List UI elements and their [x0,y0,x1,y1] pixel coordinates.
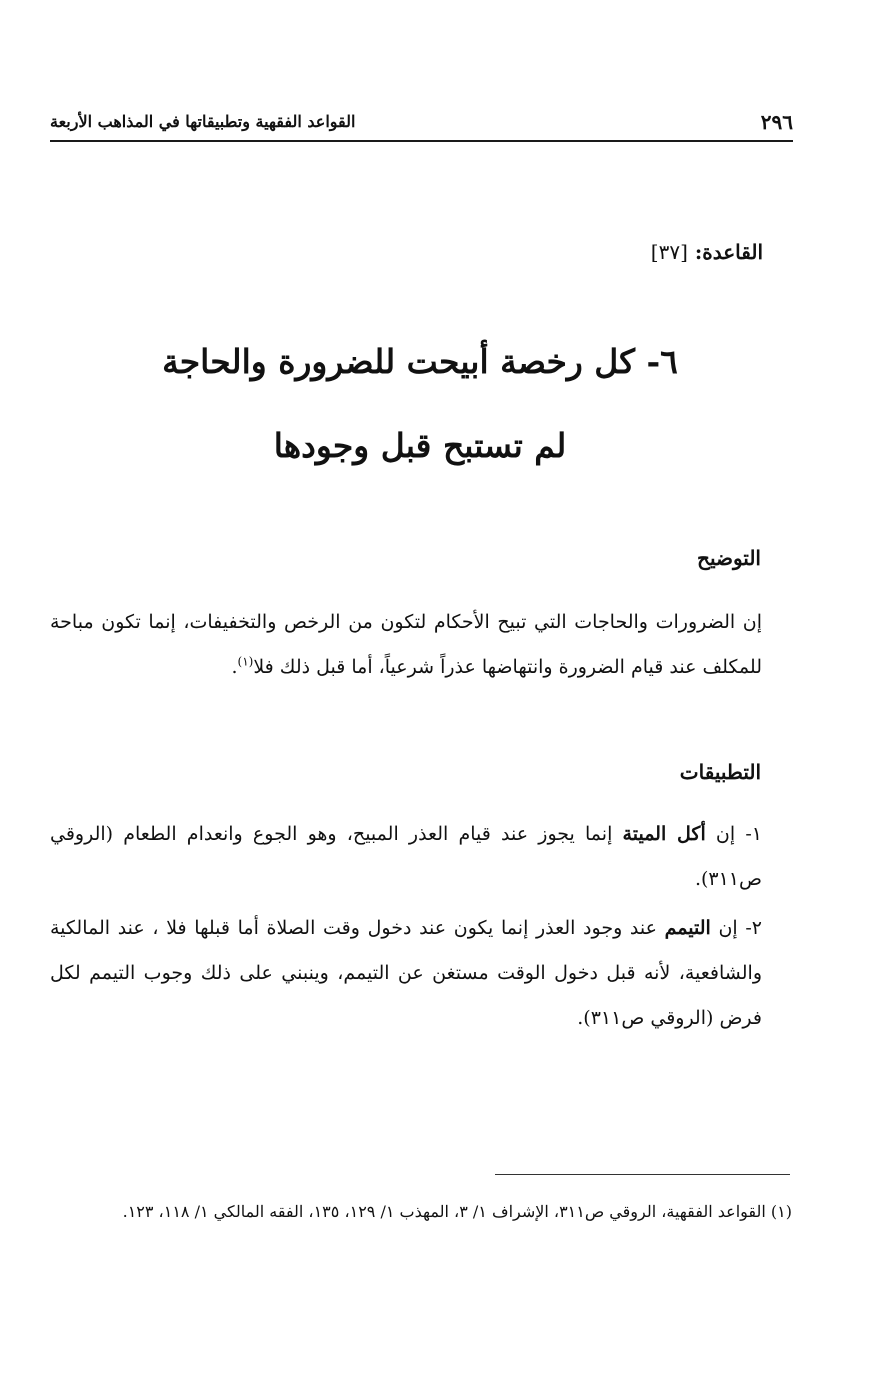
application-item-keyword: التيمم [664,917,711,939]
application-item-text: إنما يجوز عند قيام العذر المبيح، وهو الجوع وانعدام الطعام (الروقي ص٣١١). [50,823,762,890]
rule-title-line-1: ٦- كل رخصة أبيحت للضرورة والحاجة [162,342,678,381]
rule-label-text: القاعدة: [694,240,763,264]
explanation-heading: التوضيح [697,546,761,570]
running-title: القواعد الفقهية وتطبيقاتها في المذاهب الأربعة [50,112,356,131]
rule-number: [٣٧] [650,240,688,264]
rule-title-line-2: لم تستبح قبل وجودها [273,426,567,465]
footnote-reference[interactable]: (١) [237,654,254,669]
explanation-paragraph [50,600,762,690]
explanation-text: إن الضرورات والحاجات التي تبيح الأحكام لتكون من الرخص والتخفيفات، إنما تكون مباحة للمكلف عند قيام الضرورة وانتهاضها عذراً شرعياً، أما قبل ذلك فلا [50,611,762,678]
application-item-2 [50,906,762,1041]
page-header [50,108,793,142]
application-item-keyword: أكل الميتة [622,823,706,845]
footnote-separator [495,1174,790,1175]
footnote-1: (١) القواعد الفقهية، الروقي ص٣١١، الإشراف ١/ ٣، المهذب ١/ ١٢٩، ١٣٥، الفقه المالكي ١/ ١١٨، ١٢٣. [122,1202,792,1221]
page-number: ٢٩٦ [760,110,793,134]
application-item-prefix: ٢- إن [710,917,762,939]
rule-label [651,240,763,264]
application-item-text: عند وجود العذر إنما يكون عند دخول وقت الصلاة أما قبلها فلا ، عند المالكية والشافعية، لأنه قبل دخول الوقت مستغن عن التيمم، وينبني على ذلك وجوب التيمم لكل فرض (الروقي ص٣١١). [50,917,762,1029]
applications-heading: التطبيقات [679,760,761,784]
application-item-prefix: ١- إن [705,823,762,845]
explanation-end: . [231,656,238,678]
application-item-1 [50,812,762,902]
